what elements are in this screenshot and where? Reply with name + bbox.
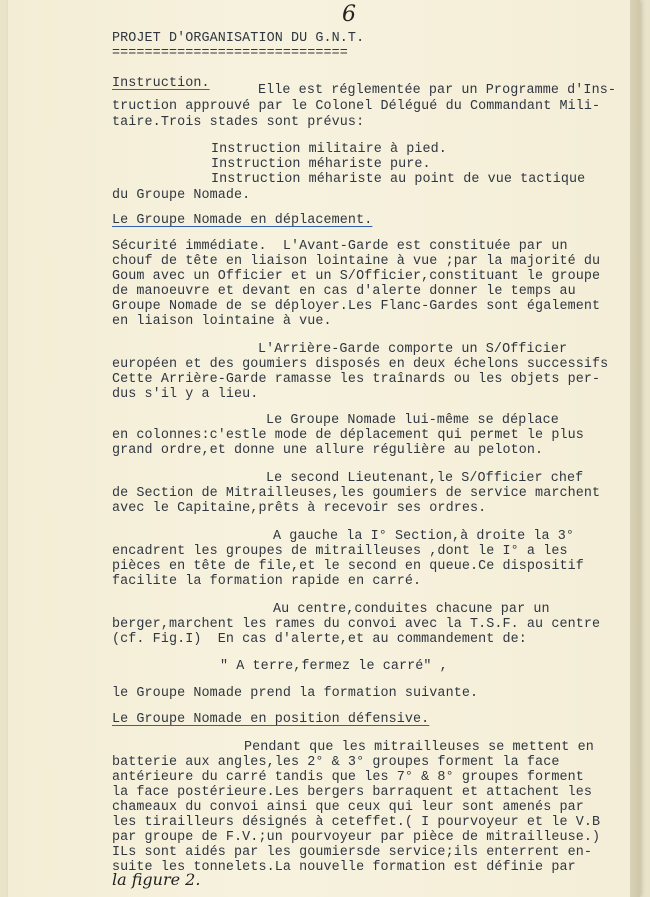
paragraph-line: chouf de tête en liaison lointaine à vue ;par la majorité du: [112, 254, 601, 269]
paragraph-line: L'Arrière-Garde comporte un S/Officier: [258, 342, 568, 357]
paragraph-line: dus s'il y a lieu.: [112, 387, 259, 402]
instruction-line: truction approuvé par le Colonel Délégué du Commandant Mili-: [112, 99, 601, 114]
paragraph-line: Goum avec un Officier et un S/Officier,constituant le groupe: [112, 269, 601, 284]
stage-item: du Groupe Nomade.: [112, 188, 251, 203]
paragraph-line: le Groupe Nomade prend la formation suivante.: [112, 686, 479, 701]
paragraph-line: Le Groupe Nomade lui-même se déplace: [266, 413, 559, 428]
document-page: [8, 0, 640, 897]
stage-item: Instruction militaire à pied.: [211, 142, 447, 157]
deplacement-heading: Le Groupe Nomade en déplacement.: [112, 213, 373, 228]
paragraph-line: Au centre,conduites chacune par un: [273, 602, 550, 617]
command-quote: " A terre,fermez le carré" ,: [220, 659, 448, 674]
paragraph-line: Le second Lieutenant,le S/Officier chef: [266, 471, 584, 486]
paragraph-line: Groupe Nomade de se déployer.Les Flanc-Gardes sont également: [112, 299, 601, 314]
page-number: 6: [342, 2, 356, 27]
paragraph-line: ILs sont aidés par les goumiersde service;ils enterrent en-: [112, 845, 593, 860]
paragraph-line: par groupe de F.V.;un pourvoyeur par pièce de mitrailleuse.): [112, 830, 601, 845]
instruction-heading: Instruction.: [112, 76, 210, 91]
paragraph-line: antérieure du carré tandis que les 7° & 8° groupes forment: [112, 770, 584, 785]
title-rule: =============================: [112, 46, 348, 61]
paragraph-line: grand ordre,et donne une allure régulière au peloton.: [112, 443, 544, 458]
paragraph-line: de manoeuvre et devant en cas d'alerte donner le temps au: [112, 284, 576, 299]
handwritten-footer: la figure 2.: [112, 870, 201, 889]
paragraph-line: Sécurité immédiate. L'Avant-Garde est constituée par un: [112, 239, 568, 254]
paragraph-line: suite les tonnelets.La nouvelle formation est définie par: [112, 860, 576, 875]
instruction-line: Elle est réglementée par un Programme d'Ins-: [258, 83, 616, 98]
paragraph-line: en liaison lointaine à vue.: [112, 314, 332, 329]
paragraph-line: A gauche la I° Section,à droite la 3°: [273, 529, 575, 544]
paragraph-line: berger,marchent les rames du convoi avec la T.S.F. au centre: [112, 617, 601, 632]
paragraph-line: avec le Capitaine,prêts à recevoir ses ordres.: [112, 501, 487, 516]
paragraph-line: Cette Arrière-Garde ramasse les traînards ou les objets per-: [112, 372, 601, 387]
paragraph-line: Pendant que les mitrailleuses se mettent en: [244, 740, 594, 755]
instruction-line: taire.Trois stades sont prévus:: [112, 115, 365, 130]
paragraph-line: (cf. Fig.I) En cas d'alerte,et au commandement de:: [112, 632, 527, 647]
stage-item: Instruction méhariste pure.: [211, 157, 431, 172]
paragraph-line: européen et des goumiers disposés en deux échelons successifs: [112, 357, 609, 372]
stage-item: Instruction méhariste au point de vue tactique: [211, 172, 586, 187]
paragraph-line: en colonnes:c'estle mode de déplacement qui permet le plus: [112, 428, 584, 443]
paragraph-line: les tirailleurs désignés à ceteffet.( I pourvoyeur et le V.B: [112, 815, 601, 830]
paragraph-line: pièces en tête de file,et le second en queue.Ce dispositif: [112, 559, 584, 574]
page-edge: [630, 0, 640, 897]
paragraph-line: chameaux du convoi ainsi que ceux qui leur sont amenés par: [112, 800, 584, 815]
paragraph-line: la face postérieure.Les bergers barraquent et attachent les: [112, 785, 593, 800]
defensive-heading: Le Groupe Nomade en position défensive.: [112, 712, 430, 727]
page-title: PROJET D'ORGANISATION DU G.N.T.: [112, 31, 365, 46]
paragraph-line: facilite la formation rapide en carré.: [112, 574, 422, 589]
paragraph-line: batterie aux angles,les 2° & 3° groupes forment la face: [112, 755, 560, 770]
paragraph-line: encadrent les groupes de mitrailleuses ,dont le I° a les: [112, 544, 568, 559]
paragraph-line: de Section de Mitrailleuses,les goumiers de service marchent: [112, 486, 601, 501]
